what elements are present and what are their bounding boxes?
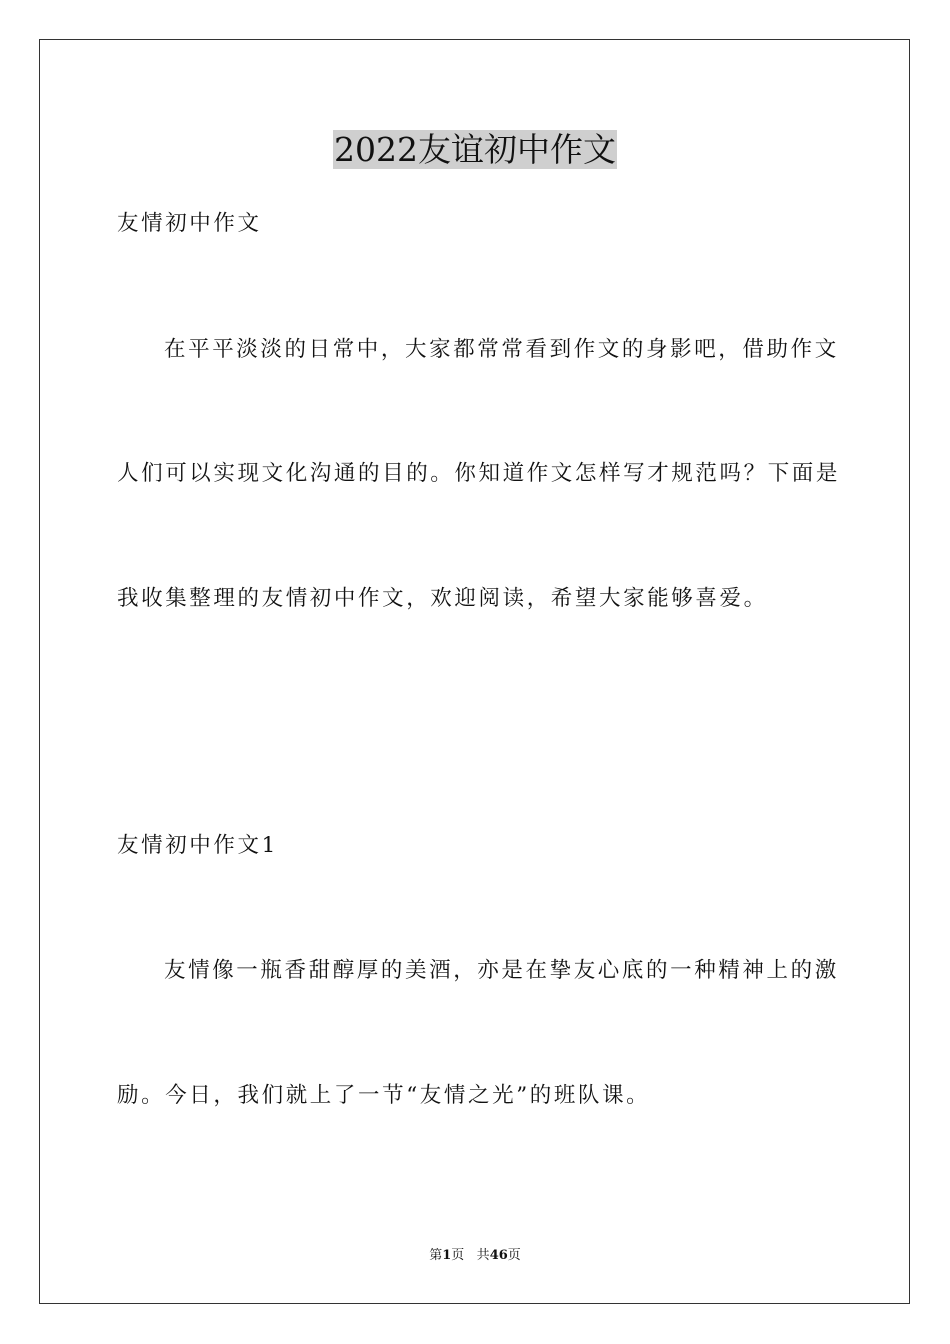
document-title	[0, 128, 950, 172]
footer-total-suffix: 页	[507, 1248, 521, 1263]
footer-prefix: 第	[429, 1248, 443, 1263]
section-heading: 友情初中作文	[117, 211, 262, 236]
current-page-number: 1	[442, 1248, 452, 1263]
total-pages-number: 46	[489, 1248, 508, 1263]
paragraph-line: 友情像一瓶香甜醇厚的美酒，亦是在挚友心底的一种精神上的激	[164, 958, 839, 983]
paragraph-line: 我收集整理的友情初中作文，欢迎阅读，希望大家能够喜爱。	[117, 586, 768, 611]
page-footer	[0, 1247, 950, 1265]
paragraph-line: 励。今日，我们就上了一节“友情之光”的班队课。	[117, 1083, 651, 1108]
paragraph-line: 在平平淡淡的日常中，大家都常常看到作文的身影吧，借助作文	[164, 337, 839, 362]
section-heading: 友情初中作文1	[117, 833, 278, 858]
paragraph-line: 人们可以实现文化沟通的目的。你知道作文怎样写才规范吗？下面是	[117, 461, 841, 486]
footer-page-suffix: 页	[451, 1248, 465, 1263]
footer-total-prefix: 共	[476, 1248, 490, 1263]
document-title-text: 2022友谊初中作文	[334, 130, 616, 169]
